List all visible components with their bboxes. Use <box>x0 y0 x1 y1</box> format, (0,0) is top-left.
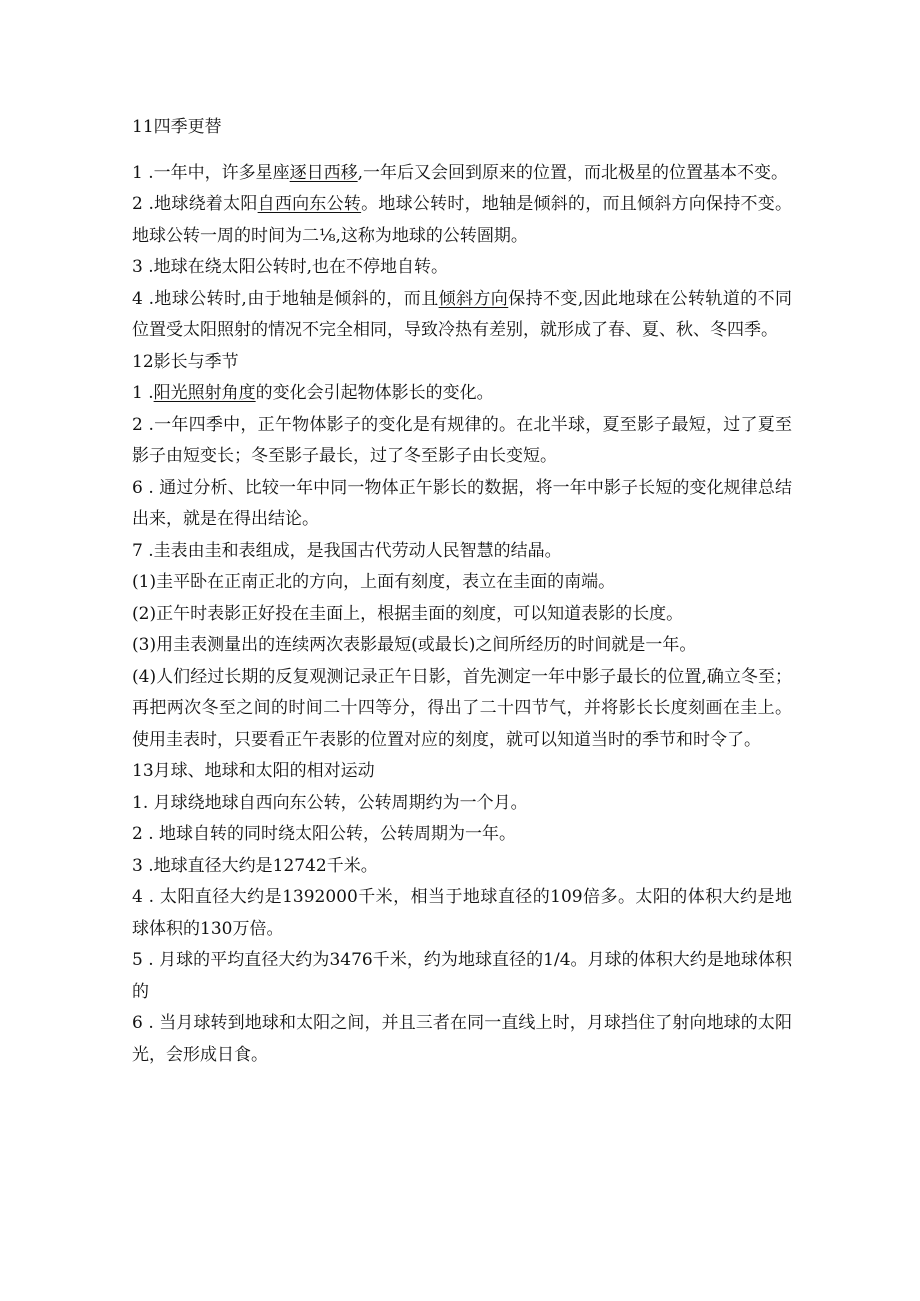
text-run: (2)正午时表影正好投在圭面上，根据圭面的刻度，可以知道表影的长度。 <box>132 603 684 624</box>
paragraph <box>132 662 792 757</box>
underlined-term: 阳光照射角度 <box>153 383 256 403</box>
paragraph <box>132 630 792 662</box>
text-run: 4 .地球公转时,由于地轴是倾斜的，而且 <box>132 288 439 309</box>
paragraph <box>132 252 792 284</box>
text-run: 2 .一年四季中，正午物体影子的变化是有规律的。在北半球，夏至影子最短，过了夏至影子由短变长；冬至影子最长，过了冬至影子由长变短。 <box>132 414 792 466</box>
text-run: 2 .地球绕着太阳 <box>132 194 258 214</box>
paragraph <box>132 410 792 473</box>
underlined-term: 倾斜方向 <box>438 288 509 309</box>
document-page <box>132 112 792 1071</box>
text-run: 6 . 当月球转到地球和太阳之间，并且三者在同一直线上时，月球挡住了射向地球的太阳光，会形成日食。 <box>132 1013 792 1065</box>
text-run: 保持不变,因此地球在公转轨道的不同位置受太阳照射的情况不完全相同，导致冷热有差别，就形成了春、夏、秋、冬四季。 <box>132 288 793 340</box>
text-run: 3 .地球在绕太阳公转时,也在不停地自转。 <box>132 257 449 277</box>
paragraph <box>132 945 792 1008</box>
section-title-seasons: 11四季更替 <box>132 117 222 137</box>
text-run: 1 . <box>132 383 154 403</box>
text-run: 7 .圭表由圭和表组成，是我国古代劳动人民智慧的结晶。 <box>132 540 562 561</box>
paragraph <box>132 189 792 252</box>
text-run: 1. 月球绕地球自西向东公转，公转周期约为一个月。 <box>132 792 528 813</box>
text-run: 1 .一年中，许多星座 <box>132 162 290 183</box>
section-title-shadow-length: 12影长与季节 <box>132 351 239 372</box>
paragraph <box>132 851 792 883</box>
text-run: ,一年后又会回到原来的位置，而北极星的位置基本不变。 <box>357 162 789 183</box>
paragraph <box>132 599 792 631</box>
paragraph <box>132 378 792 410</box>
paragraph <box>132 882 792 945</box>
text-run: 6 . 通过分析、比较一年中同一物体正午影长的数据，将一年中影子长短的变化规律总结出来，就是在得出结论。 <box>132 477 792 529</box>
paragraph <box>132 536 792 568</box>
text-run: (4)人们经过长期的反复观测记录正午日影，首先测定一年中影子最长的位置,确立冬至；再把两次冬至之间的时间二十四等分，得出了二十四节气，并将影长长度刻画在圭上。使用圭表时，只要看正午表影的位置对应的刻度，就可以知道当时的季节和时令了。 <box>132 666 792 750</box>
text-run: (1)圭平卧在正南正北的方向，上面有刻度，表立在圭面的南端。 <box>132 572 616 592</box>
text-run: (3)用圭表测量出的连续两次表影最短(或最长)之间所经历的时间就是一年。 <box>132 635 697 655</box>
text-run: 5 . 月球的平均直径大约为3476千米，约为地球直径的1/4。月球的体积大约是地球体积的 <box>132 950 792 1002</box>
paragraph <box>132 819 792 851</box>
paragraph <box>132 788 792 820</box>
text-run: 3 .地球直径大约是12742千米。 <box>132 855 378 876</box>
paragraph <box>132 158 792 190</box>
underlined-term: 自西向东公转 <box>257 194 362 214</box>
paragraph <box>132 284 792 347</box>
text-run: 4 . 太阳直径大约是1392000千米，相当于地球直径的109倍多。太阳的体积大约是地球体积的130万倍。 <box>132 887 792 939</box>
text-run: 2 . 地球自转的同时绕太阳公转，公转周期为一年。 <box>132 824 517 844</box>
paragraph <box>132 473 792 536</box>
text-run: 。地球公转时，地轴是倾斜的，而且倾斜方向保持不变。地球公转一周的时间为二⅛,这称为地球的公转圄期。 <box>132 194 793 246</box>
paragraph <box>132 1008 792 1071</box>
section-title-relative-motion: 13月球、地球和太阳的相对运动 <box>132 761 375 781</box>
text-run: 的变化会引起物体影长的变化。 <box>255 383 494 403</box>
paragraph <box>132 567 792 599</box>
underlined-term: 逐日西移 <box>289 162 358 183</box>
